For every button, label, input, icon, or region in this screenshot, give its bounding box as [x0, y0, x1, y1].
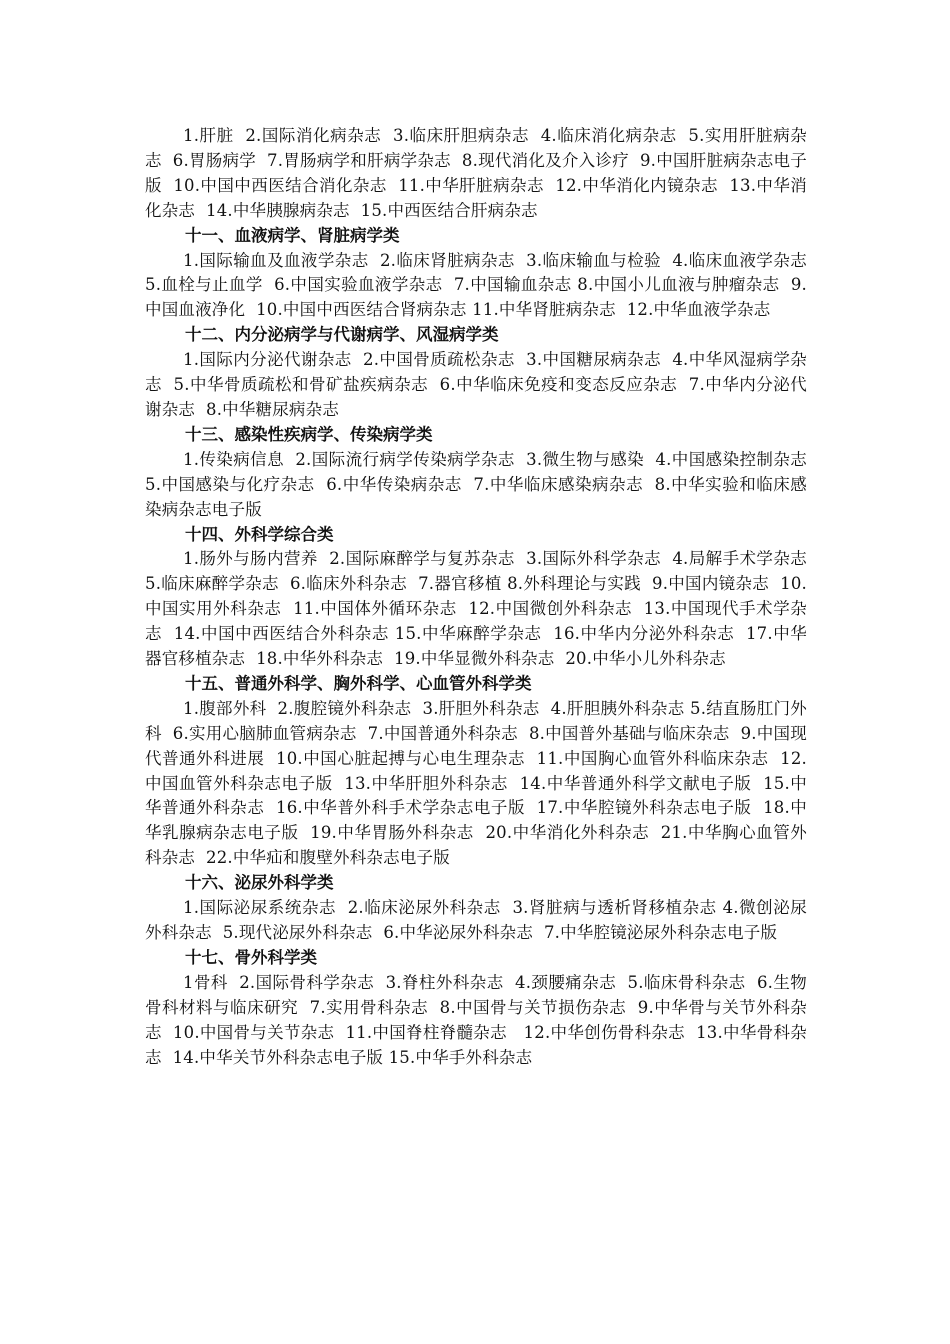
- journal-list-paragraph: 1.国际内分泌代谢杂志 2.中国骨质疏松杂志 3.中国糖尿病杂志 4.中华风湿病学杂志 5.中华骨质疏松和骨矿盐疾病杂志 6.中华临床免疫和变态反应杂志 7.中华内分泌代谢杂志 8.中华糖尿病杂志: [145, 350, 807, 419]
- section-12: [145, 323, 807, 423]
- journal-list-paragraph: 1.肠外与肠内营养 2.国际麻醉学与复苏杂志 3.国际外科学杂志 4.局解手术学杂志 5.临床麻醉学杂志 6.临床外科杂志 7.器官移植 8.外科理论与实践 9.中国内镜杂志 10.中国实用外科杂志 11.中国体外循环杂志 12.中国微创外科杂志 13.中国现代手术学杂志 14.中国中西医结合外科杂志 15.中华麻醉学杂志 16.中华内分泌外科杂志 17.中华器官移植杂志 18.中华外科杂志 19.中华显微外科杂志 20.中华小儿外科杂志: [145, 549, 818, 669]
- section-heading: 十五、普通外科学、胸外科学、心血管外科学类: [185, 673, 532, 693]
- document-body: [145, 124, 818, 1070]
- journal-list-paragraph: 1.传染病信息 2.国际流行病学传染病学杂志 3.微生物与感染 4.中国感染控制杂志 5.中国感染与化疗杂志 6.中华传染病杂志 7.中华临床感染病杂志 8.中华实验和临床感染病杂志电子版: [145, 449, 818, 519]
- section-16: [145, 871, 807, 946]
- section-17: [145, 946, 807, 1071]
- section-heading: 十七、骨外科学类: [185, 947, 317, 967]
- journal-list-paragraph: 1.国际泌尿系统杂志 2.临床泌尿外科杂志 3.肾脏病与透析肾移植杂志 4.微创泌尿外科杂志 5.现代泌尿外科杂志 6.中华泌尿外科杂志 7.中华腔镜泌尿外科杂志电子版: [145, 898, 807, 942]
- journal-list-paragraph: 1.肝脏 2.国际消化病杂志 3.临床肝胆病杂志 4.临床消化病杂志 5.实用肝脏病杂志 6.胃肠病学 7.胃肠病学和肝病学杂志 8.现代消化及介入诊疗 9.中国肝脏病杂志电子版 10.中国中西医结合消化杂志 11.中华肝脏病杂志 12.中华消化内镜杂志 13.中华消化杂志 14.中华胰腺病杂志 15.中西医结合肝病杂志: [145, 126, 807, 220]
- section-heading: 十三、感染性疾病学、传染病学类: [185, 424, 433, 444]
- section-heading: 十一、血液病学、肾脏病学类: [185, 225, 400, 245]
- section-14: [145, 523, 818, 672]
- journal-list-paragraph: 1骨科 2.国际骨科学杂志 3.脊柱外科杂志 4.颈腰痛杂志 5.临床骨科杂志 6.生物骨科材料与临床研究 7.实用骨科杂志 8.中国骨与关节损伤杂志 9.中华骨与关节外科杂志 10.中国骨与关节杂志 11.中国脊柱脊髓杂志 12.中华创伤骨科杂志 13.中华骨科杂志 14.中华关节外科杂志电子版 15.中华手外科杂志: [145, 972, 807, 1067]
- section-digestive: [145, 124, 807, 224]
- journal-list-paragraph: 1.国际输血及血液学杂志 2.临床肾脏病杂志 3.临床输血与检验 4.临床血液学杂志 5.血栓与止血学 6.中国实验血液学杂志 7.中国输血杂志 8.中国小儿血液与肿瘤杂志 9.中国血液净化 10.中国中西医结合肾病杂志 11.中华肾脏病杂志 12.中华血液学杂志: [145, 250, 818, 320]
- section-15: [145, 672, 807, 871]
- section-heading: 十六、泌尿外科学类: [185, 873, 334, 893]
- journal-list-paragraph: 1.腹部外科 2.腹腔镜外科杂志 3.肝胆外科杂志 4.肝胆胰外科杂志 5.结直肠肛门外科 6.实用心脑肺血管病杂志 7.中国普通外科杂志 8.中国普外基础与临床杂志 9.中国现代普通外科进展 10.中国心脏起搏与心电生理杂志 11.中国胸心血管外科临床杂志 12.中国血管外科杂志电子版 13.中华肝胆外科杂志 14.中华普通外科学文献电子版 15.中华普通外科杂志 16.中华普外科手术学杂志电子版 17.中华腔镜外科杂志电子版 18.中华乳腺病杂志电子版 19.中华胃肠外科杂志 20.中华消化外科杂志 21.中华胸心血管外科杂志 22.中华疝和腹壁外科杂志电子版: [145, 698, 807, 868]
- section-13: [145, 423, 818, 523]
- section-11: [145, 224, 818, 324]
- section-heading: 十四、外科学综合类: [185, 524, 334, 544]
- section-heading: 十二、内分泌病学与代谢病学、风湿病学类: [185, 325, 499, 345]
